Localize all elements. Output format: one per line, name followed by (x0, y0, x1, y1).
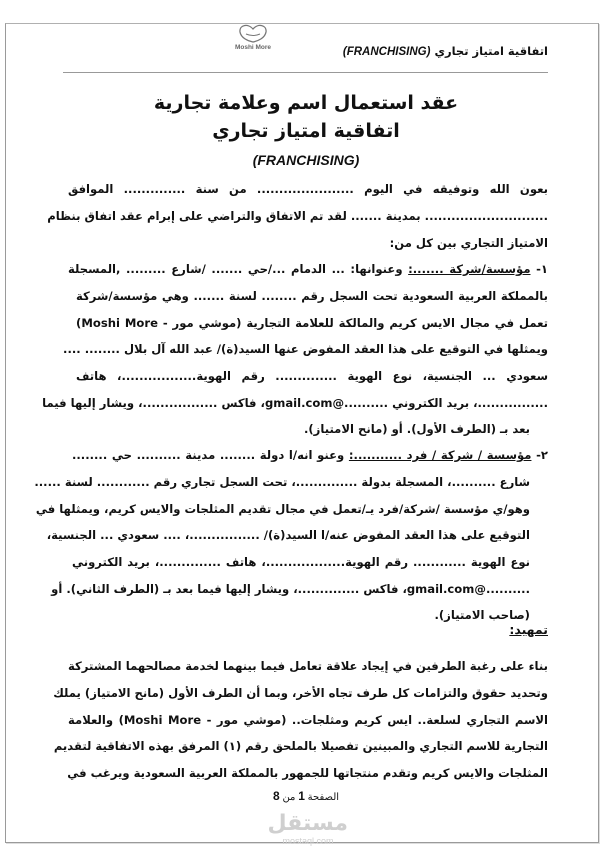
heart-logo-icon (238, 24, 268, 44)
party1-first-line (68, 260, 548, 278)
intro-line: الامتياز التجاري بين كل من: (389, 236, 548, 250)
preamble-heading: تمهيد: (509, 622, 548, 637)
party2-address: وعنو انه/ا دولة ........ مدينة .......... حي ........ (72, 448, 345, 462)
preamble-line: وتحديد حقوق والتزامات كل طرف تجاه الأخر، وبما أن الطرف الأول (مانح الامتياز) يملك (53, 686, 548, 700)
party2-line: التوقيع على هذا العقد المفوض عنه/ا السيد(ة)/ ................، .... سعودي ... الجنسية، (46, 528, 530, 542)
party1-line: ويمثلها في التوقيع على هذا العقد المفوض عنها السيد(ة)/ عبد الله آل بلال ........ .... (63, 342, 548, 356)
document-subtitle: اتفاقية امتياز تجاري (212, 120, 400, 142)
watermark-latin: mostaql.com (282, 836, 334, 846)
party2-name: مؤسسة / شركة / فرد ...........: (348, 448, 532, 462)
party2-number: ٢- (536, 448, 548, 462)
page-total: 8 (272, 789, 280, 803)
page-current: 1 (298, 789, 305, 803)
party1-number: ١- (536, 262, 548, 276)
watermark-arabic: مستقل (267, 811, 348, 836)
intro-line: ............................ بمدينة ....... لقد تم الاتفاق والتراضي على إبرام عقد اتفاق بنظام (47, 209, 548, 223)
header-title-english: (FRANCHISING) (342, 46, 431, 58)
party2-line: شارع ..........، المسجلة بدولة ..............، تحت السجل تجاري رقم ............ لسنة ...... (34, 475, 530, 489)
party1-line: تعمل في مجال الايس كريم والمالكة للعلامة التجارية (موشي مور - Moshi More) (76, 316, 549, 330)
party2-line: وهو/ي مؤسسة /شركة/فرد يـ/تعمل في مجال تقديم المثلجات والايس كريم، ويمثلها في (35, 502, 530, 516)
preamble-line: بناء على رغبة الطرفين في إيجاد علاقة تعامل فيما بينهما لخدمة مصالحهما المشتركة (68, 659, 548, 673)
party1-line: بالمملكة العربية السعودية تحت السجل رقم ........ لسنة ....... وهي مؤسسة/شركة (76, 289, 548, 303)
party1-line: سعودي ... الجنسية، نوع الهوية .............. رقم الهوية.................، هاتف (76, 369, 548, 383)
party2-first-line (72, 446, 548, 464)
party2-line: (صاحب الامتياز). (434, 608, 530, 622)
party2-line: ..........@gmail.com، فاكس ..............، ويشار إليها فيما بعد بـ (الطرف الثاني). أو (51, 582, 530, 596)
document-title: عقد استعمال اسم وعلامة تجارية (153, 92, 459, 114)
logo-text: Moshi More (234, 44, 272, 51)
page-of-label: من (282, 792, 296, 803)
party1-address: وعنوانها: ... الدمام .../حي ....... /شارع ......... ,المسجلة (68, 262, 403, 276)
party1-line: ................، بريد الكتروني ..........@gmail.com، فاكس .................، ويشار إليها فيما (42, 396, 548, 410)
intro-line: بعون الله وتوفيقه في اليوم ...................... من سنة .............. الموافق (68, 182, 548, 196)
preamble-line: المثلجات والايس كريم وتقدم منتجاتها للجمهور بالمملكة العربية السعودية ويرغب في (67, 766, 548, 780)
mostaql-watermark (268, 812, 348, 846)
header-title-arabic: اتفاقية امتياز تجاري (434, 44, 548, 58)
preamble-line: الاسم التجاري لسلعة.. ايس كريم ومثلجات.. (موشي مور - Moshi More) والعلامة (68, 713, 548, 727)
party1-line: بعد بـ (الطرف الأول). أو (مانح الامتياز). (303, 422, 530, 436)
party2-line: نوع الهوية ............ رقم الهوية..................، هاتف ..............، بريد الكتروني (72, 555, 530, 569)
page-label: الصفحة (307, 792, 340, 803)
party1-name: مؤسسة/شركة .......: (408, 262, 531, 276)
page-number (0, 789, 612, 803)
header-title (343, 44, 548, 58)
header-divider (63, 72, 548, 73)
moshi-more-logo (225, 24, 281, 60)
preamble-line: التجارية للاسم التجاري والمبينين تفصيلا بالملحق رقم (١) المرفق بهذه الاتفاقية لتقديم (53, 739, 548, 753)
document-subtitle-english: (FRANCHISING) (252, 152, 360, 168)
